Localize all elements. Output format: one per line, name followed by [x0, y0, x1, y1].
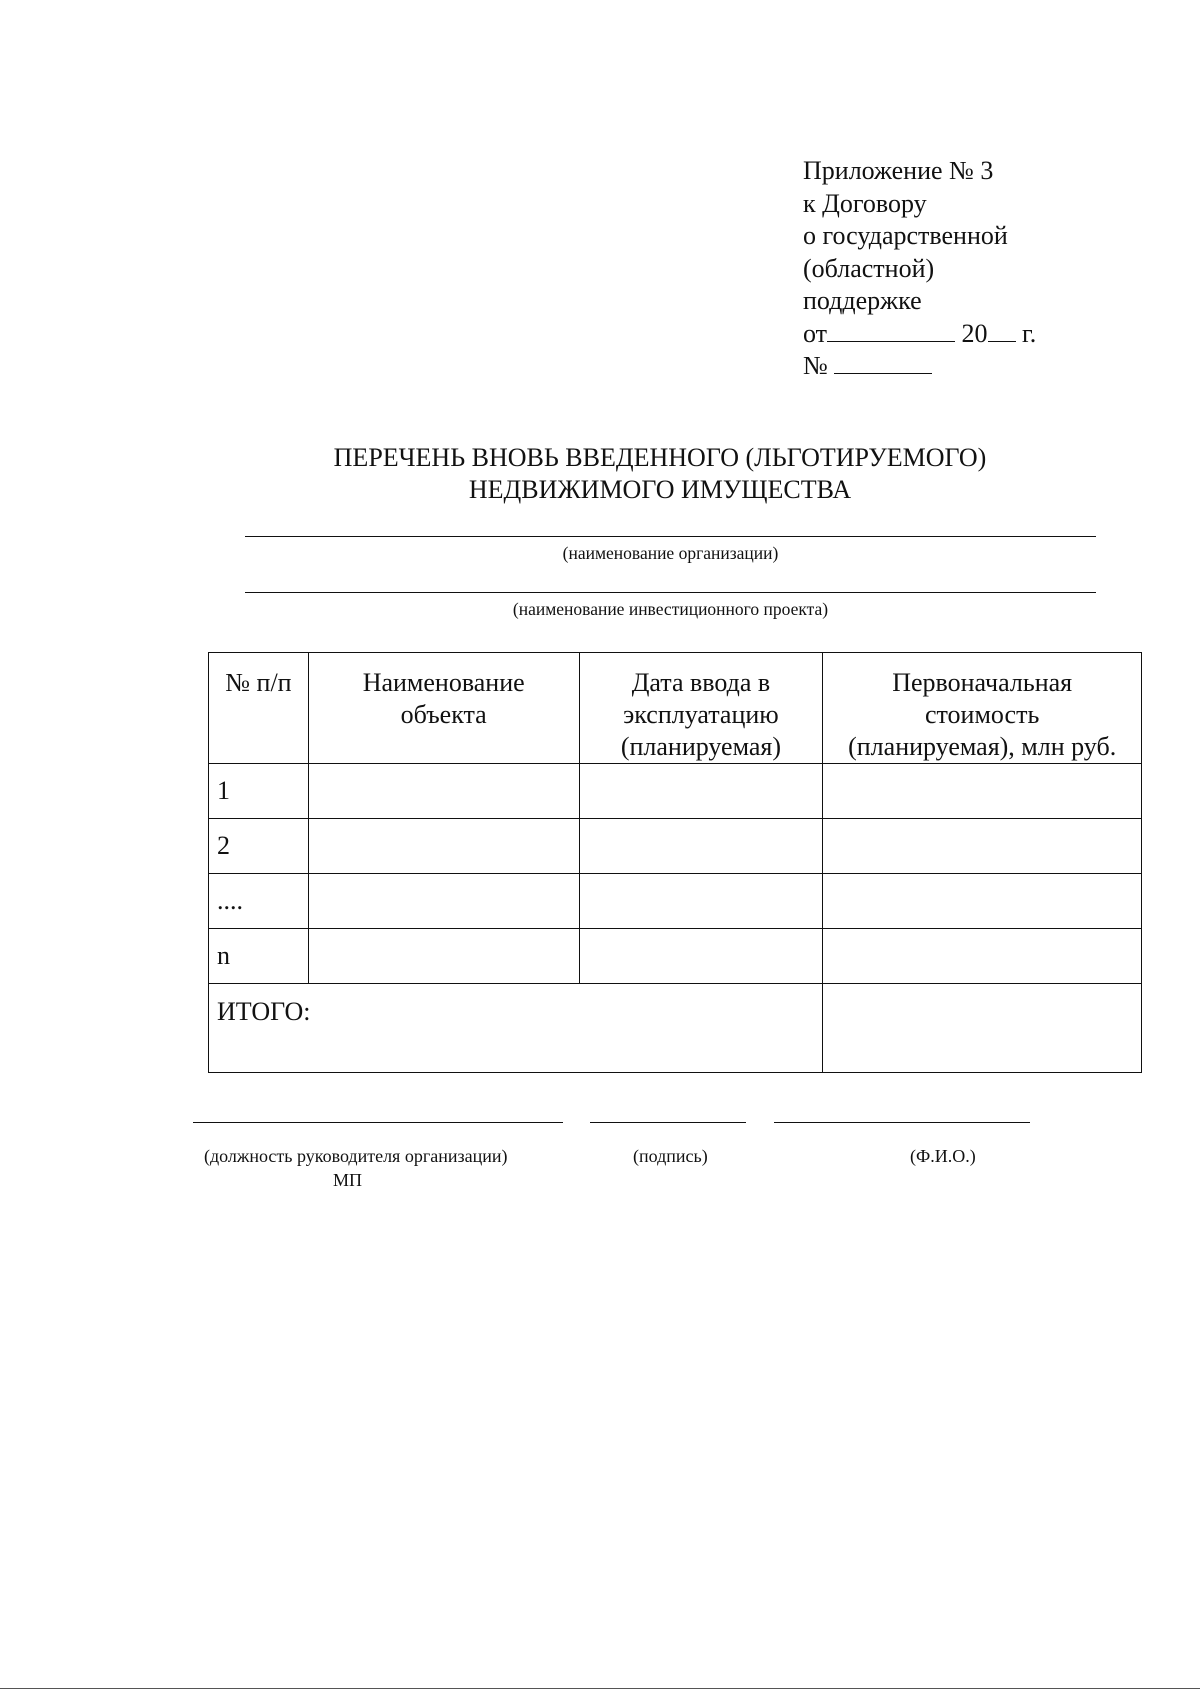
header-cost-line-3: (планируемая), млн руб.: [848, 732, 1117, 761]
organization-caption: (наименование организации): [562, 543, 779, 563]
header-object-name-line-1: Наименование: [362, 668, 525, 697]
date-year-blank: [988, 319, 1016, 342]
table-row: [209, 874, 1142, 929]
number-prefix: №: [803, 351, 828, 380]
object-name-cell: [308, 819, 579, 874]
fio-signature-line: [774, 1122, 1030, 1123]
title-line-1: ПЕРЕЧЕНЬ ВНОВЬ ВВЕДЕННОГО (ЛЬГОТИРУЕМОГО): [333, 443, 987, 472]
appendix-line-4: (областной): [803, 253, 935, 283]
initial-cost-cell: [823, 929, 1142, 984]
date-prefix: от: [803, 318, 828, 348]
date-suffix: г.: [1022, 318, 1037, 348]
row-number: 2: [209, 819, 309, 874]
sign-signature-line: [590, 1122, 746, 1123]
appendix-date-line: [803, 318, 1036, 351]
position-label: (должность руководителя организации): [204, 1146, 508, 1166]
header-object-name: [308, 653, 579, 764]
table-row: [209, 929, 1142, 984]
header-date-line-2: эксплуатацию: [623, 700, 779, 729]
object-name-cell: [308, 764, 579, 819]
document-title: [290, 442, 1030, 506]
object-name-cell: [308, 929, 579, 984]
total-cost-cell: [823, 984, 1142, 1073]
stamp-label: МП: [333, 1170, 363, 1190]
initial-cost-cell: [823, 764, 1142, 819]
table-total-row: [209, 984, 1142, 1073]
table-row: [209, 819, 1142, 874]
project-caption: (наименование инвестиционного проекта): [512, 599, 829, 619]
header-number-label: № п/п: [225, 668, 292, 697]
header-date-line-1: Дата ввода в: [631, 668, 771, 697]
initial-cost-cell: [823, 874, 1142, 929]
total-label: ИТОГО:: [209, 984, 823, 1073]
row-number: 1: [209, 764, 309, 819]
fio-label: (Ф.И.О.): [910, 1146, 976, 1166]
table-row: [209, 764, 1142, 819]
sign-label: (подпись): [633, 1146, 708, 1166]
appendix-number-line: [803, 350, 1036, 383]
row-number: ....: [209, 874, 309, 929]
header-date-line-3: (планируемая): [620, 732, 782, 761]
appendix-line-5: поддержке: [803, 286, 922, 315]
date-day-blank: [827, 319, 955, 342]
header-object-name-line-2: объекта: [400, 700, 487, 729]
appendix-line-3: о государственной: [803, 221, 1008, 250]
header-initial-cost: [823, 653, 1142, 764]
header-commission-date: [579, 653, 823, 764]
title-line-2: НЕДВИЖИМОГО ИМУЩЕСТВА: [468, 475, 852, 504]
header-cost-line-1: Первоначальная: [892, 668, 1073, 697]
appendix-header: [803, 155, 1036, 383]
row-number: n: [209, 929, 309, 984]
organization-name-line: [245, 536, 1096, 537]
commission-date-cell: [579, 764, 823, 819]
appendix-line-2: к Договору: [803, 188, 927, 218]
object-name-cell: [308, 874, 579, 929]
scan-edge-line: [0, 1688, 1200, 1689]
commission-date-cell: [579, 929, 823, 984]
project-name-line: [245, 592, 1096, 593]
property-list-table: [208, 652, 1142, 1073]
commission-date-cell: [579, 819, 823, 874]
header-number: [209, 653, 309, 764]
commission-date-cell: [579, 874, 823, 929]
date-year-prefix: 20: [961, 318, 988, 348]
number-blank: [834, 351, 932, 374]
appendix-line-1: Приложение № 3: [803, 156, 994, 185]
initial-cost-cell: [823, 819, 1142, 874]
header-cost-line-2: стоимость: [924, 700, 1040, 729]
table-header-row: [209, 653, 1142, 764]
position-signature-line: [193, 1122, 563, 1123]
